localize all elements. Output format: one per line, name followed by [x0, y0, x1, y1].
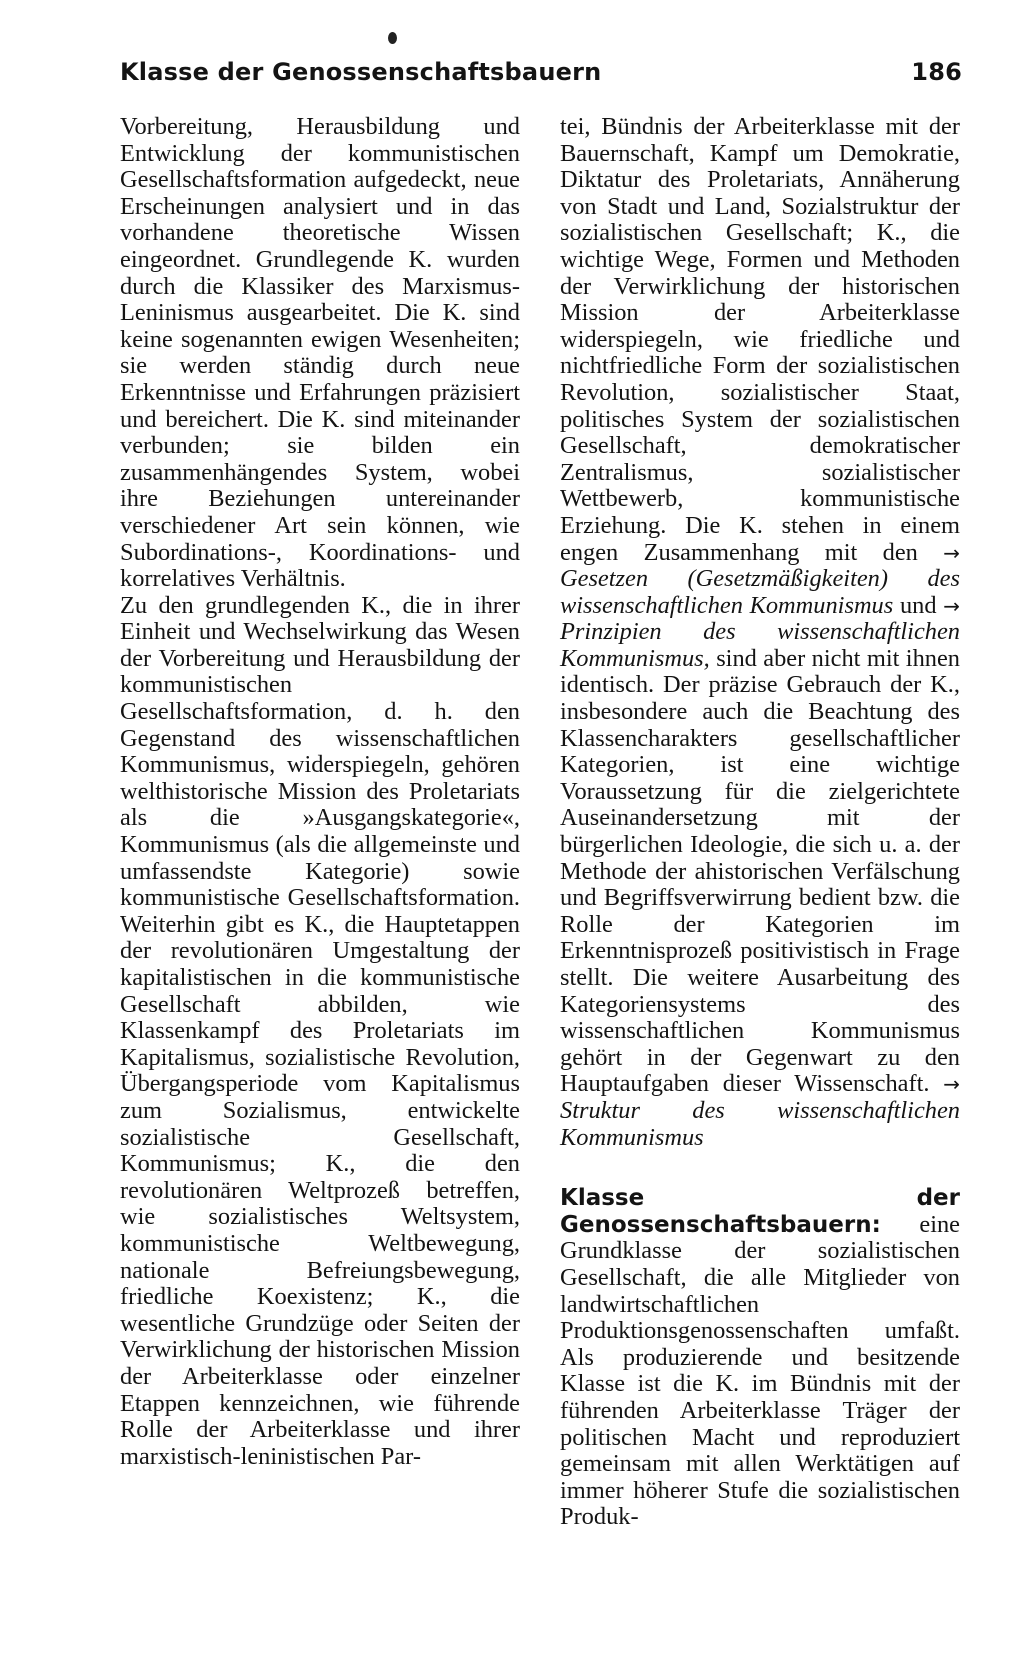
cross-reference-arrow: → — [943, 593, 960, 618]
right-column — [560, 114, 960, 1531]
cross-reference-arrow: → — [943, 1072, 960, 1097]
cross-reference-laws[interactable]: Gesetzen (Gesetzmäßigkeiten) des wissenschaftlichen Kommunismus — [560, 565, 960, 619]
continued-text-2: sind aber nicht mit ihnen identisch. Der präzise Gebrauch der K., insbesondere auch die Beachtung des Klassencharakters gesellschaftlicher Kategorien, ist eine wichtige Voraussetzung für die zielgerichtete Auseinandersetzung mit der bürgerlichen Ideologie, die sich u. a. der Methode der ahistorischen Verfälschung und Begriffsverwirrung bedient bzw. die Rolle der Kategorien im Erkenntnisprozeß positivistisch in Frage stellt. Die weitere Ausarbeitung des Kategoriensystems des wissenschaftlichen Kommunismus gehört in der Gegenwart zu den Hauptaufgaben dieser Wissenschaft. — [560, 644, 960, 1098]
entry-text: eine Grundklasse der sozialistischen Gesellschaft, die alle Mitglieder von landwirtschaftlichen Produktionsgenossenschaften umfaßt. Als produzierende und besitzende Klasse ist die K. im Bündnis mit der führenden Arbeiterklasse Träger der politischen Macht und reproduziert gemeinsam mit allen Werktätigen auf immer höherer Stufe die sozialistischen Produk- — [560, 1210, 960, 1531]
paragraph-categories-intro: Vorbereitung, Herausbildung und Entwicklung der kommunistischen Gesellschaftsformation aufgedeckt, neue Erscheinungen analysiert und in das vorhandene theoretische Wissen eingeordnet. Grundlegende K. wurden durch die Klassiker des Marxismus-Leninismus ausgearbeitet. Die K. sind keine sogenannten ewigen Wesenheiten; sie werden ständig durch neue Erkenntnisse und Erfahrungen präzisiert und bereichert. Die K. sind miteinander verbunden; sie bilden ein zusammenhängendes System, wobei ihre Beziehungen untereinander verschiedener Art sein können, wie Subordinations-, Koordinations- und korrelatives Verhältnis. — [120, 113, 520, 593]
dictionary-entry — [560, 1185, 960, 1531]
page-number: 186 — [911, 58, 962, 86]
cross-reference-principles[interactable]: Prinzipien des wissenschaftlichen Kommunismus, — [560, 618, 960, 672]
running-title: Klasse der Genossenschaftsbauern — [120, 58, 602, 86]
page-header — [120, 58, 962, 98]
conjunction-text: und — [899, 591, 937, 619]
continued-text: tei, Bündnis der Arbeiterklasse mit der Bauernschaft, Kampf um Demokratie, Diktatur des Proletariats, Annäherung von Stadt und Land, Sozialstruktur der sozialistischen Gesellschaft; K., die wichtige Wege, Formen und Methoden der Verwirklichung der historischen Mission der Arbeiterklasse widerspiegeln, wie friedliche und nichtfriedliche Form der sozialistischen Revolution, sozialistischer Staat, politisches System der sozialistischen Gesellschaft, demokratischer Zentralismus, sozialistischer Wettbewerb, kommunistische Erziehung. Die K. stehen in einem engen Zusammenhang mit den — [560, 113, 960, 566]
paragraph-fundamental-categories: Zu den grundlegenden K., die in ihrer Einheit und Wechselwirkung das Wesen der Vorbereitung und Herausbildung der kommunistischen Gesellschaftsformation, d. h. den Gegenstand des wissenschaftlichen Kommunismus, widerspiegeln, gehören welthistorische Mission des Proletariats als die »Ausgangskategorie«, Kommunismus (als die allgemeinste und umfassendste Kategorie) sowie kommunistische Gesellschaftsformation. Weiterhin gibt es K., die Hauptetappen der revolutionären Umgestaltung der kapitalistischen in die kommunistische Gesellschaft abbilden, wie Klassenkampf des Proletariats im Kapitalismus, sozialistische Revolution, Übergangsperiode vom Kapitalismus zum Sozialismus, entwickelte sozialistische Gesellschaft, Kommunismus; K., die den revolutionären Weltprozeß betreffen, wie sozialistisches Weltsystem, kommunistische Weltbewegung, nationale Befreiungsbewegung, friedliche Koexistenz; K., die wesentliche Grundzüge oder Seiten der Verwirklichung der historischen Mission der Arbeiterklasse oder einzelner Etappen kennzeichnen, wie führende Rolle der Arbeiterklasse und ihrer marxistisch-leninistischen Par- — [120, 591, 520, 1470]
entry-headword: Klasse der Genossenschaftsbauern: — [560, 1185, 960, 1238]
paragraph-categories-continued — [560, 114, 960, 1151]
cross-reference-arrow: → — [943, 540, 960, 565]
printer-mark — [388, 32, 397, 44]
left-column — [120, 114, 520, 1470]
cross-reference-structure[interactable]: Struktur des wissenschaftlichen Kommunismus — [560, 1096, 960, 1151]
